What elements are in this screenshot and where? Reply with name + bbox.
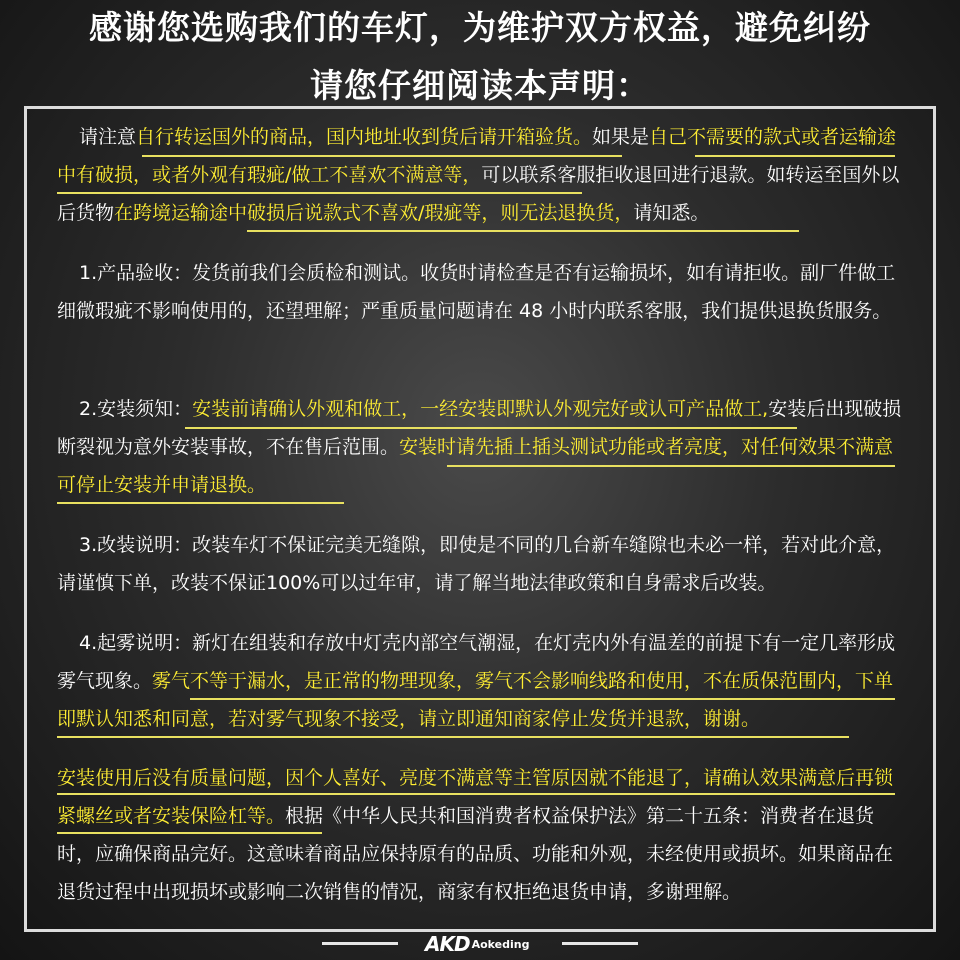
intro-highlight-1: 自行转运国外的商品，国内地址收到货后请开箱验货。 bbox=[136, 126, 593, 148]
section-2-highlight-2: 安装时请先插上插头测试功能或者亮度，对任何效果不满意可停止安装并申请退换。 bbox=[57, 436, 894, 496]
highlight-underline bbox=[142, 155, 622, 157]
highlight-underline bbox=[57, 832, 322, 834]
intro-text-3: 可以联系客服拒收退回进行退款。如转运至国外以后货物 bbox=[57, 164, 900, 224]
closing-text: 根据《中华人民共和国消费者权益保护法》第二十五条：消费者在退货时，应确保商品完好。这意味着商品应保持原有的品质、功能和外观，未经使用或损坏。如果商品在退货过程中出现损坏或影响二次销售的情况，商家有权拒绝退货申请，多谢理解。 bbox=[57, 805, 894, 903]
intro-highlight-2: 自己不需要的款式或者运输途中有破损，或者外观有瑕疵/做工不喜欢不满意等， bbox=[57, 126, 897, 186]
highlight-underline bbox=[57, 793, 895, 795]
closing-highlight: 安装使用后没有质量问题，因个人喜好、亮度不满意等主管原因就不能退了，请确认效果满意后再锁紧螺丝或者安装保险杠等。 bbox=[57, 767, 894, 827]
highlight-underline bbox=[247, 230, 799, 232]
highlight-underline bbox=[57, 502, 344, 504]
section-installation bbox=[57, 390, 907, 504]
logo-text: Aokeding bbox=[471, 937, 530, 951]
section-product-inspection bbox=[57, 254, 907, 330]
intro-text-1: 请注意 bbox=[79, 126, 137, 148]
section-2-text-1: 2.安装须知： bbox=[79, 398, 193, 420]
brand-logo bbox=[425, 931, 529, 957]
page-title-line-2: 请您仔细阅读本声明： bbox=[310, 66, 650, 105]
closing-statement bbox=[57, 759, 907, 911]
section-1-text: 1.产品验收：发货前我们会质检和测试。收货时请检查是否有运输损坏，如有请拒收。副厂件做工细微瑕疵不影响使用的，还望理解；严重质量问题请在 48 小时内联系客服，我们提供退换货服务。 bbox=[57, 262, 896, 322]
highlight-underline bbox=[57, 736, 849, 738]
intro-text-4: 请知悉。 bbox=[633, 202, 710, 224]
footer-divider-right bbox=[562, 942, 638, 945]
page-title-line-1: 感谢您选购我们的车灯，为维护双方权益，避免纠纷 bbox=[89, 8, 871, 47]
highlight-underline bbox=[57, 192, 582, 194]
section-4-highlight: 雾气不等于漏水，是正常的物理现象，雾气不会影响线路和使用，不在质保范围内，下单即默认知悉和同意，若对雾气现象不接受，请立即通知商家停止发货并退款，谢谢。 bbox=[57, 670, 894, 730]
highlight-underline bbox=[447, 465, 895, 467]
notice-intro bbox=[57, 118, 907, 232]
highlight-underline bbox=[185, 427, 797, 429]
intro-highlight-3: 在跨境运输途中破损后说款式不喜欢/瑕疵等，则无法退换货， bbox=[114, 202, 634, 224]
highlight-underline bbox=[190, 698, 895, 700]
section-modification bbox=[57, 526, 907, 602]
section-4-text: 4.起雾说明：新灯在组装和存放中灯壳内部空气潮湿，在灯壳内外有温差的前提下有一定几率形成雾气现象。 bbox=[57, 632, 896, 692]
highlight-underline bbox=[695, 155, 895, 157]
logo-mark: AKD bbox=[425, 932, 470, 956]
section-2-text-2: 安装后出现破损断裂视为意外安装事故，不在售后范围。 bbox=[57, 398, 902, 458]
footer-divider-left bbox=[322, 942, 398, 945]
section-3-text: 3.改装说明：改装车灯不保证完美无缝隙，即使是不同的几台新车缝隙也未必一样，若对此介意，请谨慎下单，改装不保证100%可以过年审，请了解当地法律政策和自身需求后改装。 bbox=[57, 534, 896, 594]
section-fogging bbox=[57, 624, 907, 738]
section-2-highlight-1: 安装前请确认外观和做工，一经安装即默认外观完好或认可产品做工, bbox=[192, 398, 769, 420]
intro-text-2: 如果是 bbox=[592, 126, 650, 148]
